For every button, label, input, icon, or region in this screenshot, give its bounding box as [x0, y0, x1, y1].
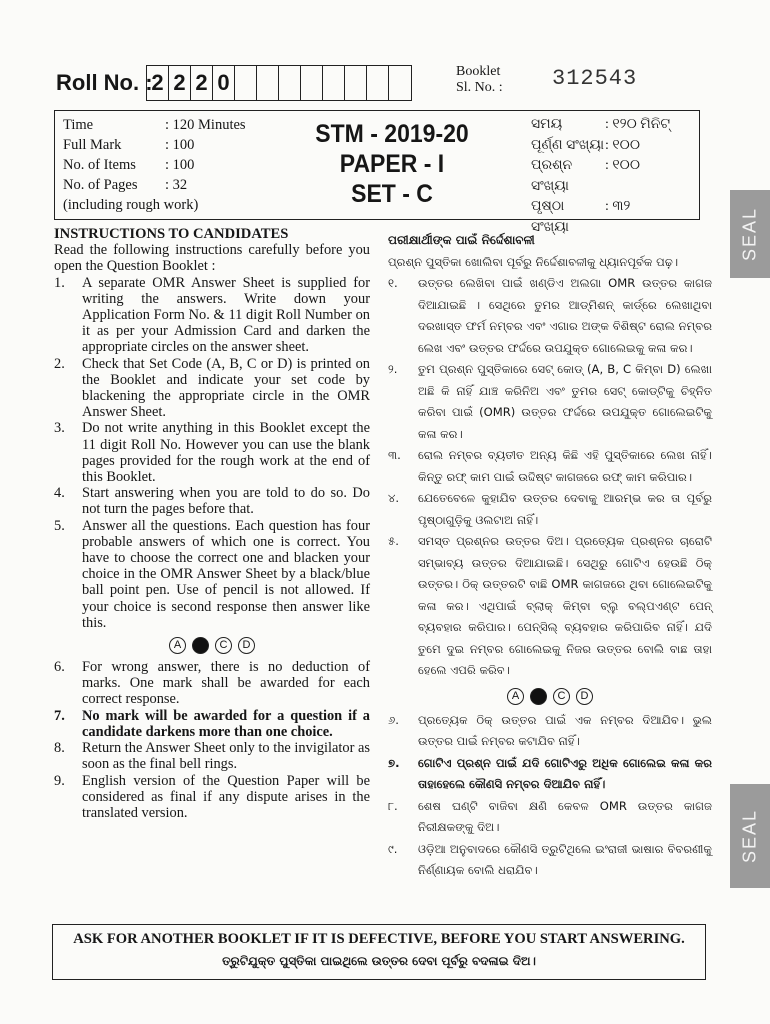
item-number: ୧.	[388, 276, 398, 290]
roll-digit-box	[301, 66, 323, 100]
roll-digit-box	[367, 66, 389, 100]
instruction-item	[388, 359, 712, 445]
paper-number: PAPER - I	[339, 150, 445, 178]
booklet-serial-number: 312543	[552, 66, 638, 91]
detail-row	[63, 115, 246, 135]
roll-digit-box: 2	[169, 66, 191, 100]
roll-digit-box: 2	[191, 66, 213, 100]
item-number: 6.	[54, 659, 65, 676]
item-text: Check that Set Code (A, B, C or D) is printed on the Booklet and indicate your set code by blackening the appropriate circle in the OMR Answer Sheet.	[82, 355, 370, 421]
item-number: ୭.	[388, 755, 400, 770]
roll-number-label: Roll No. :	[56, 70, 153, 95]
detail-key: ସମୟ	[531, 117, 563, 132]
exam-title: STM - 2019-20	[315, 120, 469, 148]
item-number: ୨.	[388, 362, 398, 376]
detail-row	[531, 156, 670, 197]
instruction-item	[54, 356, 370, 421]
item-number: 2.	[54, 355, 65, 372]
defective-booklet-notice	[52, 924, 706, 980]
detail-row	[63, 175, 246, 195]
item-text: ରୋଲ ନମ୍ବର ବ୍ୟତୀତ ଅନ୍ୟ କିଛି ଏହି ପୁସ୍ତିକାରେ ଲେଖ ନାହିଁ। କିନ୍ତୁ ରଫ୍ କାମ ପାଇଁ ଉଦ୍ଦିଷ୍ଟ କାଗଜରେ ରଫ୍ କାମ କରିପାର।	[418, 448, 712, 484]
item-text: ଯେତେବେଳେ କୁହାଯିବ ଉତ୍ତର ଦେବାକୁ ଆରମ୍ଭ କର ତା ପୂର୍ବରୁ ପୃଷ୍ଠାଗୁଡ଼ିକୁ ଓଲଟାଅ ନାହିଁ।	[418, 491, 712, 527]
bubble-filled-icon	[192, 637, 209, 654]
seal-label: SEAL	[739, 206, 760, 262]
item-number: ୩.	[388, 448, 401, 462]
roll-digit-box	[235, 66, 257, 100]
detail-key: ପୂର୍ଣ୍ଣ ସଂଖ୍ୟା	[531, 137, 605, 153]
item-text: A separate OMR Answer Sheet is supplied for writing the answers. Write down your Application Form No. & 11 digit Roll Number on it as per your Admission Card and darken the appropriate circles on the answer sheet.	[82, 274, 370, 356]
notice-english: ASK FOR ANOTHER BOOKLET IF IT IS DEFECTIVE, BEFORE YOU START ANSWERING.	[73, 931, 685, 947]
instruction-item	[54, 708, 370, 740]
instruction-item	[54, 485, 370, 517]
bubble-d-icon: D	[576, 688, 593, 705]
seal-tab-top	[730, 190, 770, 278]
item-number: ୪.	[388, 491, 400, 505]
item-text: ଓଡ଼ିଆ ଅନୁବାଦରେ କୌଣସି ତ୍ରୁଟିଥିଲେ ଇଂରାଜୀ ଭାଷାର ବିବରଣୀକୁ ନିର୍ଣ୍ଣାୟକ ବୋଲି ଧରାଯିବ।	[418, 841, 712, 877]
item-number: ୯.	[388, 841, 398, 856]
detail-value: : ୧୦୦	[605, 158, 640, 173]
bubble-filled-icon	[530, 688, 547, 705]
item-text: For wrong answer, there is no deduction of marks. One mark shall be awarded for each correct response.	[82, 659, 370, 708]
detail-key: Full Mark	[63, 137, 122, 153]
detail-key: No. of Items	[63, 157, 136, 173]
detail-value: : ୧୦୦	[605, 137, 640, 153]
detail-value: : 100	[165, 157, 195, 173]
booklet-label-line2: Sl. No. :	[456, 80, 503, 95]
instructions-intro: ପ୍ରଶ୍ନ ପୁସ୍ତିକା ଖୋଲିବା ପୂର୍ବରୁ ନିର୍ଦ୍ଦେଶାବଳୀକୁ ଧ୍ୟାନପୂର୍ବକ ପଢ଼।	[388, 254, 679, 269]
instruction-item	[54, 518, 370, 631]
bubble-a-icon: A	[507, 688, 524, 705]
instruction-list	[388, 273, 712, 682]
instruction-list	[388, 710, 712, 882]
instruction-item	[388, 796, 712, 839]
instructions-heading: ପରୀକ୍ଷାର୍ଥୀଙ୍କ ପାଇଁ ନିର୍ଦ୍ଦେଶାବଳୀ	[388, 233, 535, 247]
roll-digit-box	[345, 66, 367, 100]
bubble-a-icon: A	[169, 637, 186, 654]
exam-details-english	[63, 115, 246, 215]
instruction-item	[388, 710, 712, 753]
bubble-d-icon: D	[238, 637, 255, 654]
instruction-item	[388, 839, 712, 882]
answer-bubble-example	[54, 637, 370, 654]
detail-row	[63, 155, 246, 175]
booklet-label-line1: Booklet	[456, 64, 501, 79]
answer-bubble-example	[388, 688, 712, 705]
instructions-heading: INSTRUCTIONS TO CANDIDATES	[54, 226, 289, 242]
detail-row	[531, 115, 670, 136]
instruction-item	[388, 531, 712, 682]
detail-value: : ୩୨	[605, 199, 631, 214]
detail-key: Time	[63, 117, 94, 133]
item-number: 5.	[54, 517, 65, 534]
exam-title-block	[287, 119, 497, 209]
item-text: Start answering when you are told to do so. Do not turn the pages before that.	[82, 485, 370, 518]
notice-odia: ତ୍ରୁଟିଯୁକ୍ତ ପୁସ୍ତିକା ପାଇଥିଲେ ଉତ୍ତର ଦେବା ପୂର୍ବରୁ ବଦଳାଇ ଦିଅ।	[222, 954, 536, 968]
item-number: 7.	[54, 707, 65, 724]
detail-value: : 100	[165, 137, 195, 153]
item-text: ଗୋଟିଏ ପ୍ରଶ୍ନ ପାଇଁ ଯଦି ଗୋଟିଏରୁ ଅଧିକ ଗୋଲେଇ କଳା କର ତାହାହେଲେ କୌଣସି ନମ୍ବର ଦିଆଯିବ ନାହିଁ।	[418, 755, 712, 791]
instruction-item	[54, 275, 370, 356]
item-text: ଶେଷ ଘଣ୍ଟି ବାଜିବା କ୍ଷଣି କେବଳ OMR ଉତ୍ତର କାଗଜ ନିରୀକ୍ଷକଙ୍କୁ ଦିଅ।	[418, 798, 712, 834]
roll-digit-box	[389, 66, 411, 100]
roll-digit-box	[323, 66, 345, 100]
item-number: ୬.	[388, 712, 399, 727]
detail-value: : 32	[165, 177, 188, 193]
detail-key: ପ୍ରଶ୍ନ ସଂଖ୍ୟା	[531, 158, 573, 194]
instruction-item	[54, 659, 370, 708]
item-text: ସମସ୍ତ ପ୍ରଶ୍ନର ଉତ୍ତର ଦିଅ। ପ୍ରତ୍ୟେକ ପ୍ରଶ୍ନର ଚାରୋଟି ସମ୍ଭାବ୍ୟ ଉତ୍ତର ଦିଆଯାଇଛି। ସେଥିରୁ ଗୋଟିଏ ହେଉଛି ଠିକ୍ ଉତ୍ତର। ଠିକ୍ ଉତ୍ତରଟି ବାଛି OMR କାଗଜରେ ଥିବା ଗୋଲେଇଟିକୁ କଳା କର। ଏଥିପାଇଁ ବ୍ଲାକ୍ କିମ୍ବା ବ୍ଲୁ ବଲ୍‌ପଏଣ୍ଟ ପେନ୍ ବ୍ୟବହାର କରିପାର। ପେନ୍‌ସିଲ୍ ବ୍ୟବହାର କରିପାରିବ ନାହିଁ। ଯଦି ତୁମେ ଦୁଇ ନମ୍ବର ଗୋଲେଇକୁ ନିଜର ଉତ୍ତର ବୋଲି ବାଛ ତାହା ହେଲେ ଏପରି କରିବ।	[418, 534, 712, 677]
roll-digit-box: 0	[213, 66, 235, 100]
instruction-item	[54, 420, 370, 485]
detail-value: : ୧୨୦ ମିନିଟ୍	[605, 117, 671, 132]
item-text: Do not write anything in this Booklet except the 11 digit Roll No. However you can use the blank pages provided for the rough work at the end of this Booklet.	[82, 420, 370, 486]
detail-value: : 120 Minutes	[165, 117, 246, 133]
instructions-intro: Read the following instructions carefully before you open the Question Booklet :	[54, 242, 370, 275]
item-text: ପ୍ରତ୍ୟେକ ଠିକ୍ ଉତ୍ତର ପାଇଁ ଏକ ନମ୍ବର ଦିଆଯିବ। ଭୁଲ ଉତ୍ତର ପାଇଁ ନମ୍ବର କଟାଯିବ ନାହିଁ।	[418, 712, 712, 748]
item-number: 3.	[54, 420, 65, 437]
item-text: Return the Answer Sheet only to the invigilator as soon as the final bell rings.	[82, 740, 370, 773]
instruction-item	[388, 445, 712, 488]
roll-number-boxes	[146, 65, 412, 101]
item-number: 4.	[54, 485, 65, 502]
detail-row	[63, 135, 246, 155]
instruction-list	[54, 275, 370, 631]
roll-digit-box	[279, 66, 301, 100]
item-number: ୫.	[388, 534, 399, 548]
detail-row	[531, 136, 670, 157]
seal-label: SEAL	[739, 808, 760, 864]
detail-key: ପୃଷ୍ଠା ସଂଖ୍ୟା	[531, 199, 569, 235]
instruction-item	[388, 273, 712, 359]
bubble-c-icon: C	[553, 688, 570, 705]
pages-note: (including rough work)	[63, 197, 199, 213]
seal-tab-bottom	[730, 784, 770, 888]
item-text: ଉତ୍ତର ଲେଖିବା ପାଇଁ ଖଣ୍ଡିଏ ଅଲଗା OMR ଉତ୍ତର କାଗଜ ଦିଆଯାଇଛି । ସେଥିରେ ତୁମର ଆଡ୍‌ମିଶନ୍ କାର୍ଡ୍‌ରେ ଲେଖାଥିବା ଦରଖାସ୍ତ ଫର୍ମ ନମ୍ବର ଏବଂ ଏଗାର ଅଙ୍କ ବିଶିଷ୍ଟ ରୋଲ ନମ୍ବର ଲେଖ ଏବଂ ଉତ୍ତର ଫର୍ଦ୍ଦରେ ଉପଯୁକ୍ତ ଗୋଲେଇକୁ କଳା କର।	[418, 276, 712, 355]
item-number: 9.	[54, 772, 65, 789]
set-code: SET - C	[351, 180, 433, 208]
odia-instructions	[388, 230, 712, 882]
item-number: 8.	[54, 740, 65, 757]
bubble-c-icon: C	[215, 637, 232, 654]
english-instructions	[54, 226, 370, 821]
instruction-item	[54, 773, 370, 822]
item-text: English version of the Question Paper will be considered as final if any dispute arises in the translated version.	[82, 772, 370, 821]
instruction-item	[54, 740, 370, 772]
item-number: ୮.	[388, 798, 398, 813]
item-text: ତୁମ ପ୍ରଶ୍ନ ପୁସ୍ତିକାରେ ସେଟ୍ କୋଡ୍ (A, B, C କିମ୍ବା D) ଲେଖା ଅଛି କି ନାହିଁ ଯାଞ୍ଚ କରିନିଅ ଏବଂ ତୁମର ସେଟ୍ କୋଡ୍‌ଟିକୁ ଚିହ୍ନିତ କରିବା ପାଇଁ (OMR) ଉତ୍ତର ଫର୍ଦ୍ଦରେ ଉପଯୁକ୍ତ ଗୋଲେଇଟିକୁ କଳା କର।	[418, 362, 712, 441]
item-text: Answer all the questions. Each question has four probable answers of which one is correct. You have to choose the correct one and blacken your choice in the OMR Answer Sheet by a black/blue ball point pen. Use of pencil is not allowed. If your choice is second response then answer like this.	[82, 517, 370, 631]
detail-key: No. of Pages	[63, 177, 138, 193]
instruction-item	[388, 753, 712, 796]
exam-details-odia	[531, 115, 670, 238]
booklet-serial-label	[456, 64, 503, 96]
roll-digit-box	[257, 66, 279, 100]
item-number: 1.	[54, 274, 65, 291]
roll-digit-box: 2	[147, 66, 169, 100]
instruction-item	[388, 488, 712, 531]
item-text: No mark will be awarded for a question if a candidate darkens more than one choice.	[82, 707, 370, 740]
instruction-list	[54, 659, 370, 821]
